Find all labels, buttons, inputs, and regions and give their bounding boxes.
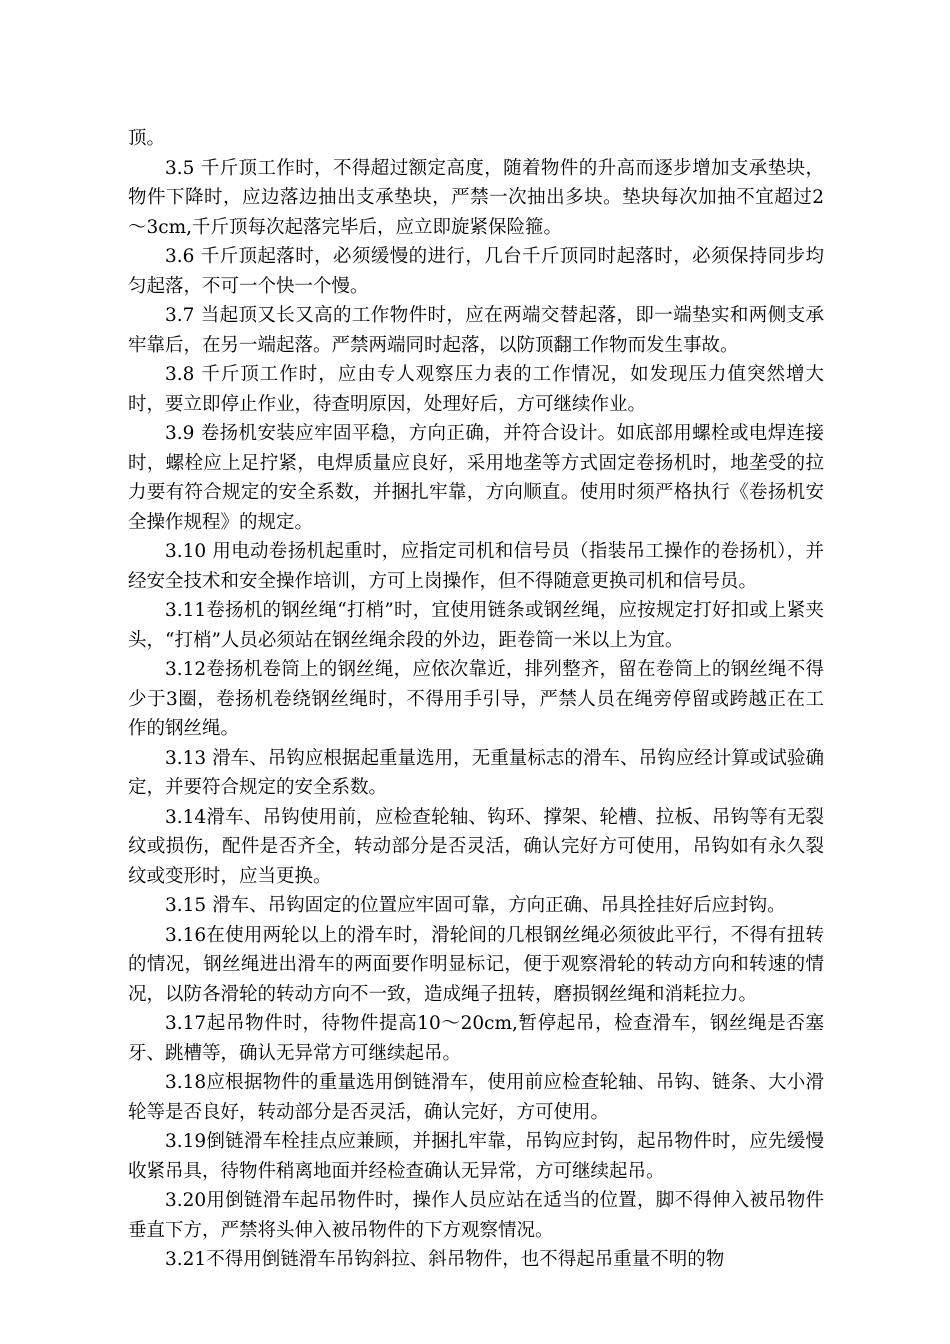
paragraph-3-13: 3.13 滑车、吊钩应根据起重量选用，无重量标志的滑车、吊钩应经计算或试验确定，并要符合规定的安全系数。 <box>128 747 824 798</box>
paragraph-3-12: 3.12卷扬机卷筒上的钢丝绳，应依次靠近，排列整齐，留在卷筒上的钢丝绳不得少于3圈，卷扬机卷绕钢丝绳时，不得用手引导，严禁人员在绳旁停留或跨越正在工作的钢丝绳。 <box>128 659 824 739</box>
paragraph-3-21: 3.21不得用倒链滑车吊钩斜拉、斜吊物件，也不得起吊重量不明的物 <box>165 1249 725 1270</box>
paragraph-3-10: 3.10 用电动卷扬机起重时，应指定司机和信号员（指装吊工操作的卷扬机），并经安全技术和安全操作培训，方可上岗操作，但不得随意更换司机和信号员。 <box>128 541 824 592</box>
paragraph-3-8: 3.8 千斤顶工作时，应由专人观察压力表的工作情况，如发现压力值突然增大时，要立即停止作业，待查明原因，处理好后，方可继续作业。 <box>128 364 824 415</box>
paragraph-3-5: 3.5 千斤顶工作时，不得超过额定高度，随着物件的升高而逐步增加支承垫块，物件下降时，应边落边抽出支承垫块，严禁一次抽出多块。垫块每次加抽不宜超过2～3cm,千斤顶每次起落完毕后，应立即旋紧保险箍。 <box>128 157 824 238</box>
paragraph-3-7: 3.7 当起顶又长又高的工作物件时，应在两端交替起落，即一端垫实和两侧支承牢靠后，在另一端起落。严禁两端同时起落，以防顶翻工作物而发生事故。 <box>128 305 824 356</box>
paragraph-3-18: 3.18应根据物件的重量选用倒链滑车，使用前应检查轮轴、吊钩、链条、大小滑轮等是否良好，转动部分是否灵活，确认完好，方可使用。 <box>128 1072 824 1123</box>
paragraph-3-20: 3.20用倒链滑车起吊物件时，操作人员应站在适当的位置，脚不得伸入被吊物件垂直下方，严禁将头伸入被吊物件的下方观察情况。 <box>128 1190 824 1241</box>
paragraph-3-6: 3.6 千斤顶起落时，必须缓慢的进行，几台千斤顶同时起落时，必须保持同步均匀起落，不可一个快一个慢。 <box>128 246 824 297</box>
paragraph-3-16: 3.16在使用两轮以上的滑车时，滑轮间的几根钢丝绳必须彼此平行，不得有扭转的情况，钢丝绳进出滑车的两面要作明显标记，便于观察滑轮的转动方向和转速的情况，以防各滑轮的转动方向不一致，造成绳子扭转，磨损钢丝绳和消耗拉力。 <box>128 924 824 1005</box>
paragraph-3-17: 3.17起吊物件时，待物件提高10～20cm,暂停起吊，检查滑车，钢丝绳是否塞牙、跳槽等，确认无异常方可继续起吊。 <box>128 1013 824 1064</box>
paragraph-3-14: 3.14滑车、吊钩使用前，应检查轮轴、钩环、撑架、轮槽、拉板、吊钩等有无裂纹或损伤，配件是否齐全，转动部分是否灵活，确认完好方可使用，吊钩如有永久裂纹或变形时，应当更换。 <box>128 806 824 887</box>
paragraph-3-15: 3.15 滑车、吊钩固定的位置应牢固可靠，方向正确、吊具拴挂好后应封钩。 <box>165 895 786 916</box>
paragraph-continuation: 顶。 <box>128 128 166 149</box>
paragraph-3-19: 3.19倒链滑车栓挂点应兼顾，并捆扎牢靠，吊钩应封钩，起吊物件时，应先缓慢收紧吊具，待物件稍离地面并经检查确认无异常，方可继续起吊。 <box>128 1131 824 1182</box>
paragraph-3-11: 3.11卷扬机的钢丝绳“打梢”时，宜使用链条或钢丝绳，应按规定打好扣或上紧夹头，“打梢”人员必须站在钢丝绳余段的外边，距卷筒一米以上为宜。 <box>128 600 824 651</box>
paragraph-3-9: 3.9 卷扬机安装应牢固平稳，方向正确，并符合设计。如底部用螺栓或电焊连接时，螺栓应上足拧紧，电焊质量应良好，采用地垄等方式固定卷扬机时，地垄受的拉力要有符合规定的安全系数，并捆扎牢靠，方向顺直。使用时须严格执行《卷扬机安全操作规程》的规定。 <box>128 423 824 533</box>
document-page <box>128 124 824 1275</box>
